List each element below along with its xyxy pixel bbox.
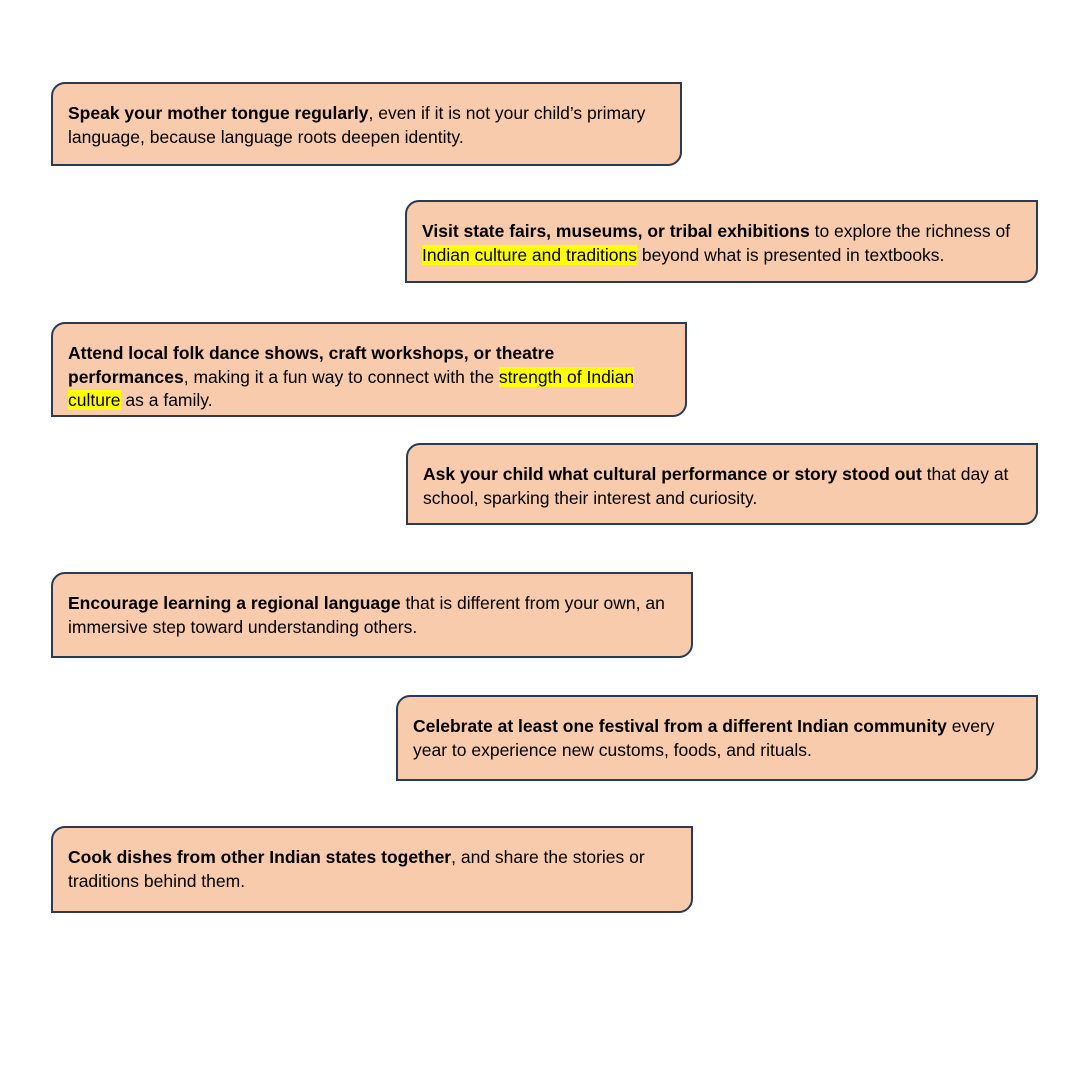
- tip-text: , and share the stories or traditions behind them.: [68, 847, 645, 891]
- highlighted-phrase: strength of Indian culture: [68, 366, 635, 410]
- tip-heading: Visit state fairs, museums, or tribal exhibitions: [422, 221, 810, 241]
- tip-heading: Ask your child what cultural performance or story stood out: [423, 464, 922, 484]
- tip-card-ask-child: [406, 443, 1038, 525]
- tip-card-regional-language: [51, 572, 693, 658]
- tip-text: every year to experience new customs, foods, and rituals.: [413, 716, 995, 760]
- tip-heading: Speak your mother tongue regularly: [68, 103, 369, 123]
- tip-heading: Attend local folk dance shows, craft workshops, or theatre performances: [68, 343, 555, 387]
- tip-card-state-fairs: [405, 200, 1038, 283]
- tip-text: to explore the richness of: [809, 221, 1011, 241]
- tip-text-end: beyond what is presented in textbooks.: [637, 244, 945, 265]
- tip-card-folk-dance: [51, 322, 687, 417]
- tip-card-cook-dishes: [51, 826, 693, 913]
- tip-heading: Cook dishes from other Indian states together: [68, 847, 452, 867]
- tip-text: that day at school, sparking their interest and curiosity.: [423, 464, 1009, 508]
- tip-card-festival: [396, 695, 1038, 781]
- tip-heading: Celebrate at least one festival from a different Indian community: [413, 716, 947, 736]
- tip-text: that is different from your own, an immersive step toward understanding others.: [68, 593, 665, 637]
- tip-heading: Encourage learning a regional language: [68, 593, 401, 613]
- highlighted-phrase: Indian culture and traditions: [422, 244, 637, 265]
- tip-text: , even if it is not your child’s primary language, because language roots deepen identity.: [68, 103, 646, 147]
- tip-text: , making it a fun way to connect with the: [183, 366, 499, 387]
- tip-text-end: as a family.: [120, 390, 213, 410]
- tip-card-mother-tongue: [51, 82, 682, 166]
